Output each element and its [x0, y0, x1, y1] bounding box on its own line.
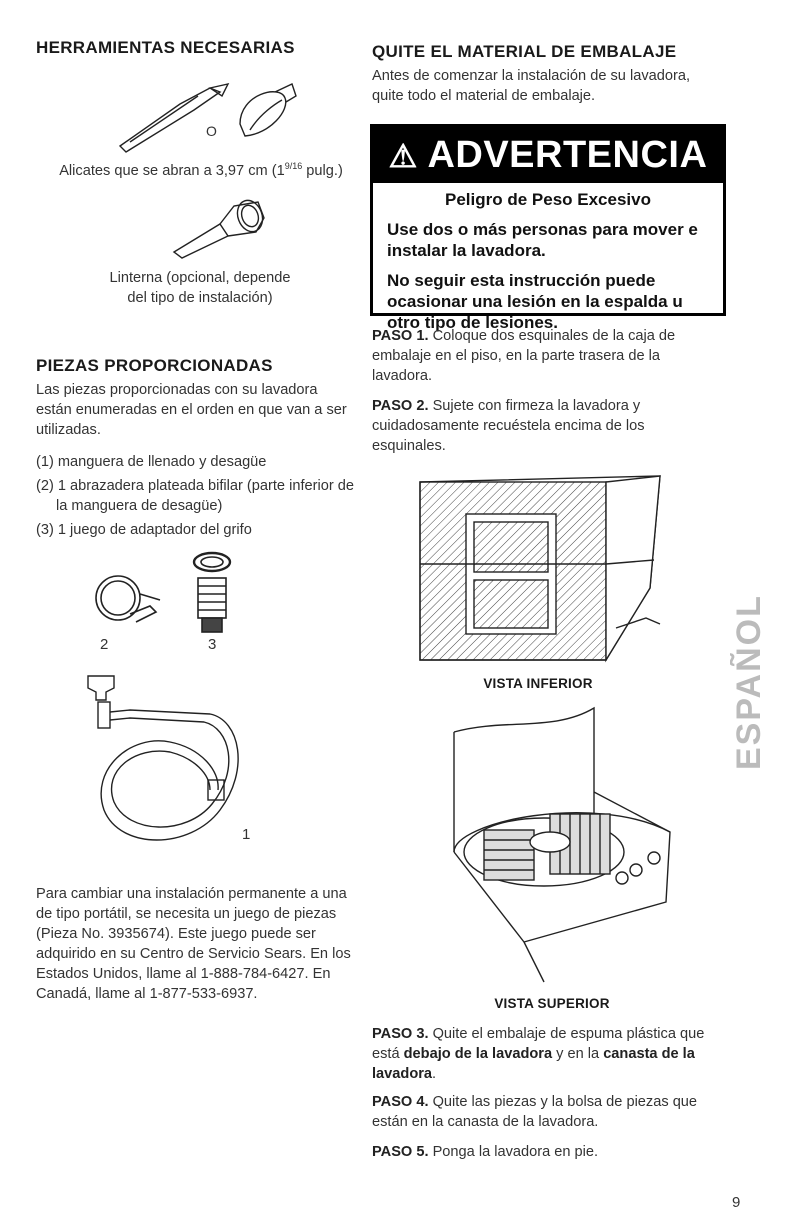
warning-box [370, 124, 726, 332]
parts-illustration [86, 548, 256, 648]
view-bottom-label: VISTA INFERIOR [483, 676, 593, 691]
step-5: PASO 5. Ponga la lavadora en pie. [372, 1144, 599, 1160]
step-1: PASO 1. Coloque dos esquinales de la caja de embalaje en el piso, en la parte trasera de la lavadora. [372, 328, 676, 384]
flashlight-caption: Linterna (opcional, depende del tipo de instalación) [109, 270, 291, 306]
fig-label-3: 3 [208, 636, 217, 653]
parts-heading: PIEZAS PROPORCIONADAS [36, 356, 273, 375]
pliers-illustration [110, 74, 300, 154]
washer-bottom-illustration [410, 468, 670, 664]
warning-line-1: Peligro de Peso Excesivo [445, 190, 651, 209]
list-item: (3) 1 juego de adaptador del grifo [36, 522, 252, 538]
hose-illustration [70, 670, 260, 860]
parts-intro: Las piezas proporcionadas con su lavadora están enumeradas en el orden en que van a ser utilizadas. [36, 382, 347, 438]
parts-list [36, 452, 366, 540]
packing-heading: QUITE EL MATERIAL DE EMBALAJE [372, 42, 677, 61]
fig-label-1: 1 [242, 826, 251, 843]
language-side-tab: ESPAÑOL [730, 594, 768, 770]
list-item: (2) 1 abrazadera plateada bifilar (parte inferior de la manguera de desagüe) [36, 478, 354, 514]
packing-intro: Antes de comenzar la instalación de su lavadora, quite todo el material de embalaje. [372, 68, 691, 104]
warning-header: ⚠ ADVERTENCIA [373, 127, 723, 183]
parts-note: Para cambiar una instalación permanente a una de tipo portátil, se necesita un juego de piezas (Pieza No. 3935674). Este juego puede ser adquirido en su Centro de Servicio Sears. En los Estados Unidos, llame al 1-888-784-6427. En Canadá, llame al 1-877-533-6937. [36, 886, 351, 1002]
step-4: PASO 4. Quite las piezas y la bolsa de piezas que están en la canasta de la lavadora. [372, 1094, 698, 1130]
tools-heading: HERRAMIENTAS NECESARIAS [36, 38, 295, 57]
pliers-or: O [206, 123, 217, 139]
step-3: PASO 3. Quite el embalaje de espuma plástica que está debajo de la lavadora y en la canasta de la lavadora. [372, 1026, 705, 1082]
list-item: (1) manguera de llenado y desagüe [36, 454, 267, 470]
view-top-label: VISTA SUPERIOR [494, 996, 610, 1011]
warning-triangle-icon: ⚠ [388, 138, 418, 174]
warning-line-3: No seguir esta instrucción puede ocasionar una lesión en la espalda u otro tipo de lesiones. [387, 271, 683, 332]
pliers-caption: Alicates que se abran a 3,97 cm ($1^{9/16}$ pulg.) [59, 161, 343, 179]
page-number: 9 [732, 1194, 741, 1211]
warning-line-2: Use dos o más personas para mover e instalar la lavadora. [387, 220, 698, 260]
flashlight-illustration [170, 196, 270, 260]
step-2: PASO 2. Sujete con firmeza la lavadora y cuidadosamente recuéstela encima de los esquinales. [372, 398, 645, 454]
washer-top-illustration [424, 702, 684, 988]
fig-label-2: 2 [100, 636, 109, 653]
